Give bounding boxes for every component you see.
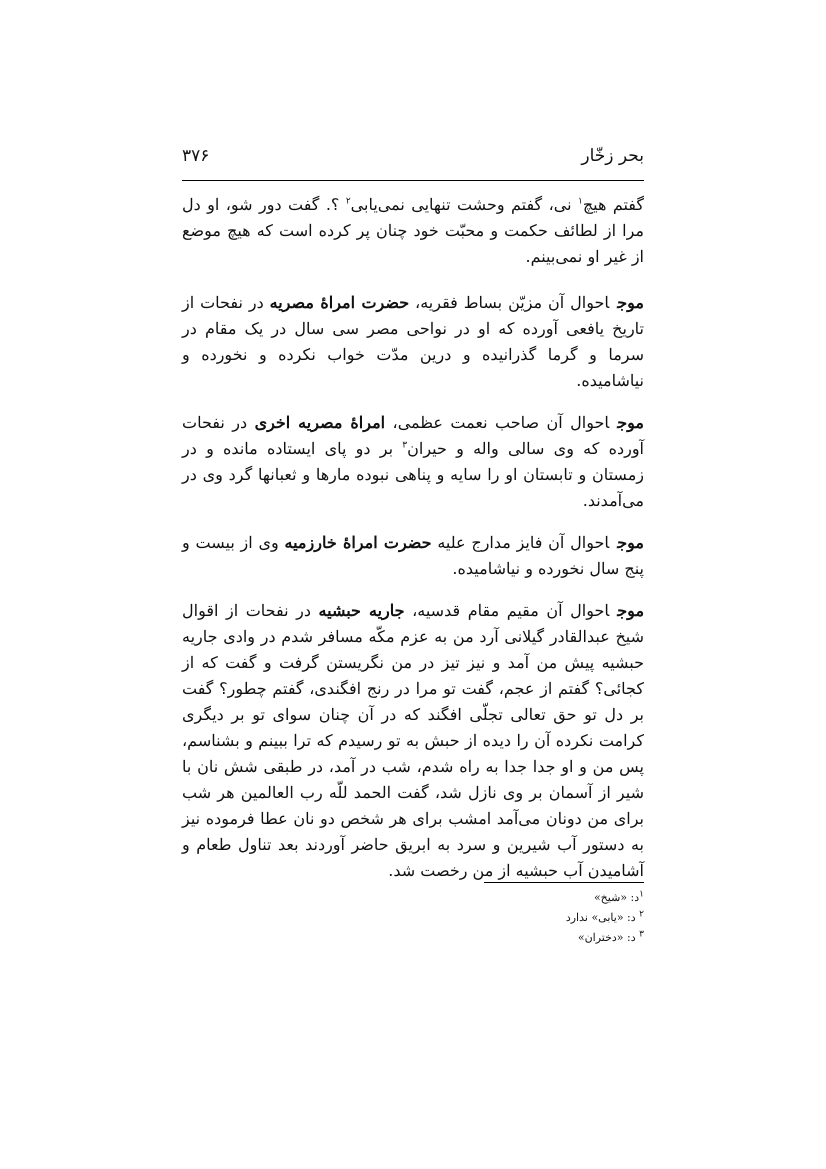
section-marker: موج (617, 293, 644, 312)
entry-paragraph (182, 410, 644, 514)
entry-name: امراۀ مصریه اخری (254, 413, 386, 432)
section-marker: موج (617, 601, 645, 620)
footnote-ref-1: ۱ (577, 196, 583, 207)
running-header (182, 140, 644, 181)
entry-lead: احوال آن فایز مدارج علیه (431, 533, 610, 552)
entry-text-cont: بر دو پای ایستاده مانده و در زمستان و تابستان او را سایه و پناهی نبوده مارها و ثعبانها گرد وی در می‌آمدند. (182, 439, 644, 510)
entry-text: در نفحات از اقوال شیخ عبدالقادر گیلانی آرد من به عزم مکّه مسافر شدم در وادی جاریه حبشیه پیش من آمد و نیز تیز در من نگریستن گرفت و گفت که از کجائی؟ گفتم از عجم، گفت تو مرا در رنج افگندی، گفتم چطور؟ گفت بر دل تو حق تعالی تجلّی افگند که در آن چنان سوای تو بر دیگری کرامت نکرده آن را دیده از حبش به تو رسیدم که ترا ببینم و بشناسم، پس من و او جدا جدا به راه شدم، شب در آمد، در طبقی شش نان با شیر از آسمان بر وی نازل شد، گفت الحمد للّه رب العالمین هر شب برای من دونان می‌آمد امشب برای هر شخص دو نان عطا فرموده نیز به دستور آب شیرین و سرد به ابریق حاضر آوردند بعد تناول طعام و آشامیدن آب حبشیه از من رخصت شد. (182, 601, 644, 880)
entry-text: وی از بیست و پنج سال نخورده و نیاشامیده. (182, 533, 644, 578)
body-text (182, 192, 644, 884)
footnote-separator (484, 882, 644, 883)
running-title: بحر زخّار (581, 146, 644, 166)
footnote-number: ۳ (639, 929, 644, 940)
footnote-number: ۱ (639, 889, 644, 900)
footnotes (182, 888, 644, 948)
entry-lead: احوال آن مزیّن بساط فقریه، (409, 293, 610, 312)
intro-text-2: نی، گفتم وحشت تنهایی نمی‌یابی (350, 195, 578, 214)
section-marker: موج (617, 413, 644, 432)
footnote (182, 928, 644, 948)
footnote-ref-2: ۲ (345, 196, 351, 207)
intro-paragraph (182, 192, 644, 270)
page-number: ۳۷۶ (182, 146, 210, 166)
footnote (182, 908, 644, 928)
footnote (182, 888, 644, 908)
entry-lead: احوال آن صاحب نعمت عظمی، (385, 413, 610, 432)
entry-text: در نفحات آورده که وی سالی واله و حیران (182, 413, 645, 458)
entry-name: حضرت امراۀ مصریه (269, 293, 410, 312)
footnote-ref-3: ۳ (402, 440, 408, 451)
entry-text: در نفحات از تاریخ یافعی آورده که او در نواحی مصر سی سال در یک مقام در سرما و گرما گذرانیده و درین مدّت خواب نکرده و نخورده و نیاشامیده. (182, 293, 645, 390)
intro-text-1: گفتم هیچ (582, 195, 645, 214)
footnote-text: د: «شیخ» (593, 891, 640, 904)
entry-paragraph (182, 290, 644, 394)
intro-text-3: ؟. گفت دور شو، او دل مرا از لطائف حکمت و محبّت خود چنان پر کرده است که هیچ موضع از غیر او نمی‌بینم. (182, 195, 644, 266)
entry-paragraph (182, 530, 644, 582)
entry-name: جاریه حبشیه (318, 601, 405, 620)
footnote-number: ۲ (639, 909, 644, 920)
entry-name: حضرت امراۀ خارزمیه (284, 533, 432, 552)
footnote-text: د: «یابی» ندارد (565, 911, 636, 924)
entry-lead: احوال آن مقیم مقام قدسیه، (404, 601, 610, 620)
footnote-text: د: «دختران» (577, 931, 636, 944)
entry-paragraph (182, 598, 644, 884)
section-marker: موج (617, 533, 644, 552)
